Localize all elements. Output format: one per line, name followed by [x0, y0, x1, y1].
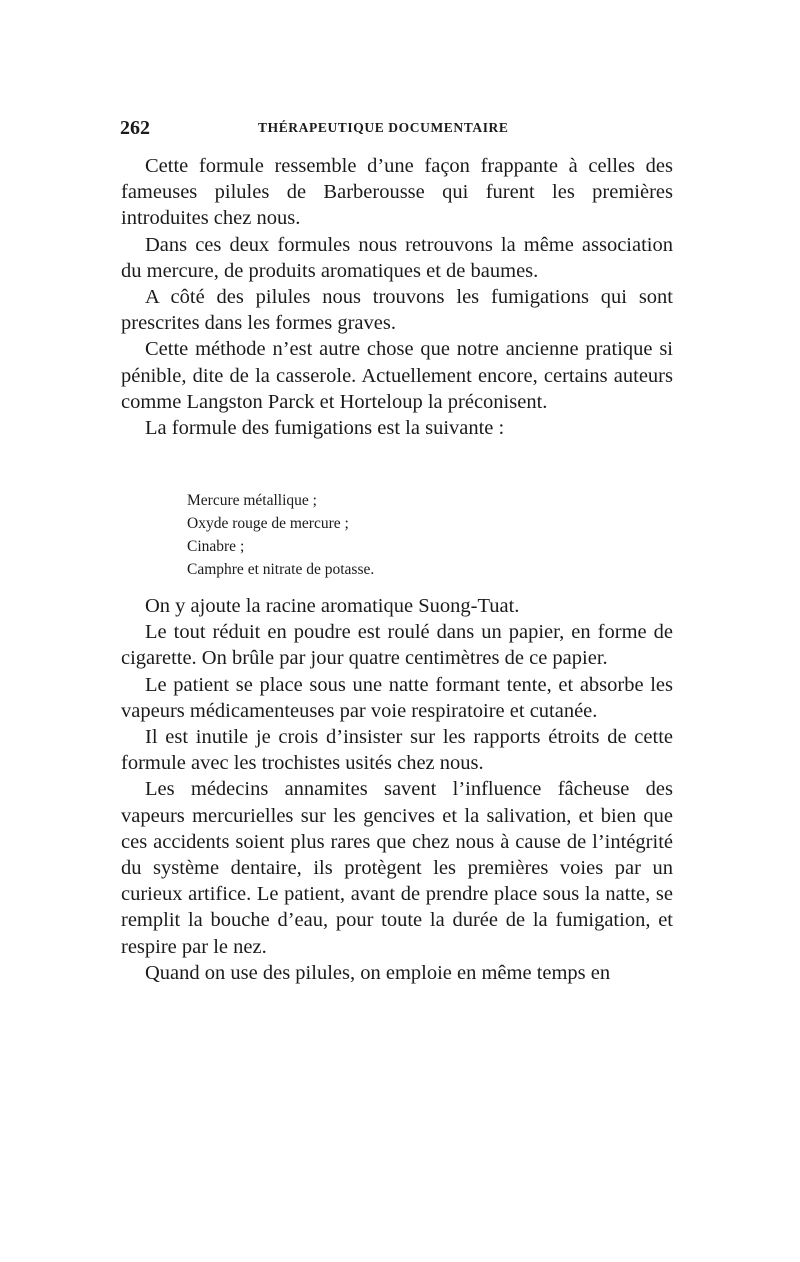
paragraph-mercurial-vapors: Les médecins annamites savent l’influence fâcheuse des vapeurs mercurielles sur les gencives et la salivation, et bien que ces accidents soient plus rares que chez nous à cause de l’intégrité du système dentaire, ils protègent les premières voies par un curieux artifice. Le patient, avant de prendre place sous la natte, se remplit la bouche d’eau, pour toute la durée de la fumigation, et respire par le nez. — [121, 778, 673, 958]
paragraph-fumigations: A côté des pilules nous trouvons les fumigations qui sont prescrites dans les formes graves. — [121, 286, 673, 335]
page-number: 262 — [120, 117, 150, 139]
recipe-item: Mercure métallique ; — [187, 492, 317, 509]
paragraph-mercury-association: Dans ces deux formules nous retrouvons la même association du mercure, de produits aromatiques et de baumes. — [121, 233, 673, 282]
paragraph-cigarette-paper: Le tout réduit en poudre est roulé dans un papier, en forme de cigarette. On brûle par jour quatre centimètres de ce papier. — [121, 621, 673, 670]
recipe-item: Oxyde rouge de mercure ; — [187, 515, 349, 532]
paragraph-casserole-method: Cette méthode n’est autre chose que notre ancienne pratique si pénible, dite de la casserole. Actuellement encore, certains auteurs comme Langston Parck et Horteloup la préconisent. — [121, 338, 673, 413]
recipe-item: Camphre et nitrate de potasse. — [187, 561, 375, 578]
paragraph-natte-tent: Le patient se place sous une natte formant tente, et absorbe les vapeurs médicamenteuses par voie respiratoire et cutanée. — [121, 673, 673, 722]
text-before-recipe — [121, 153, 673, 441]
paragraph-pills-continuation: Quand on use des pilules, on emploie en même temps en — [145, 961, 611, 984]
page-header — [120, 114, 680, 142]
paragraph-suong-tuat: On y ajoute la racine aromatique Suong-Tuat. — [145, 595, 520, 617]
text-after-recipe — [121, 593, 673, 986]
paragraph-barberousse-pills: Cette formule ressemble d’une façon frappante à celles des fameuses pilules de Barberousse qui furent les premières introduites chez nous. — [121, 155, 673, 230]
running-title: THÉRAPEUTIQUE DOCUMENTAIRE — [258, 120, 509, 135]
fumigation-recipe-list — [187, 489, 374, 581]
paragraph-trochistes: Il est inutile je crois d’insister sur les rapports étroits de cette formule avec les trochistes usités chez nous. — [121, 726, 673, 775]
paragraph-fumigation-formula-intro: La formule des fumigations est la suivante : — [145, 417, 505, 440]
recipe-item: Cinabre ; — [187, 538, 245, 555]
